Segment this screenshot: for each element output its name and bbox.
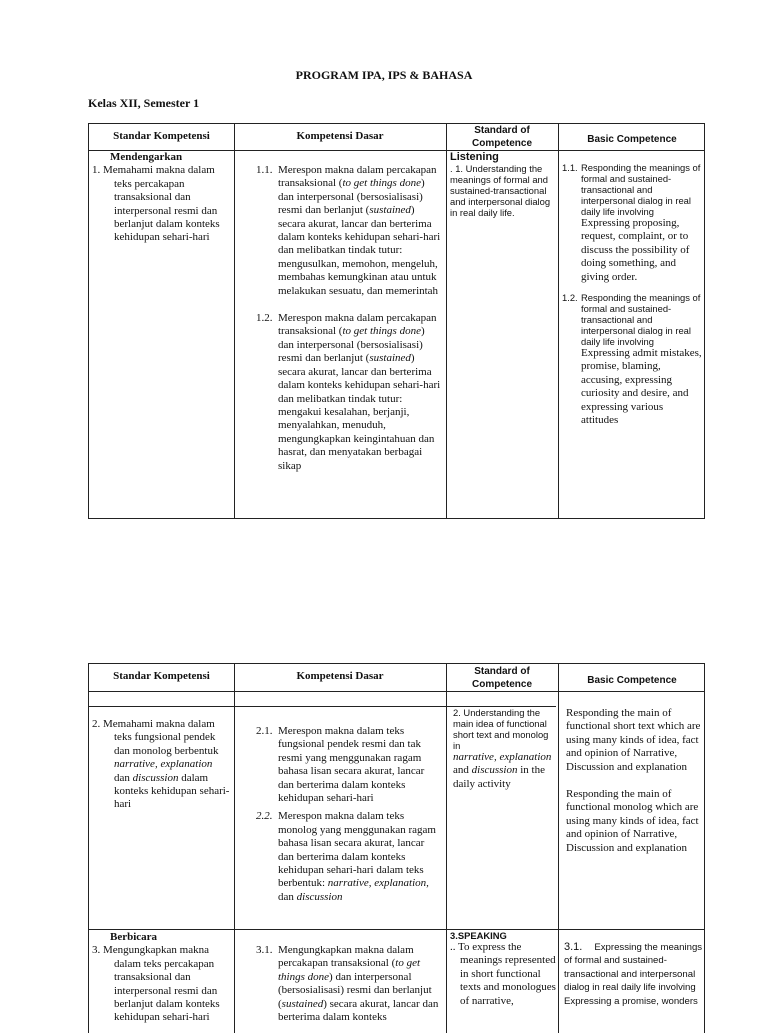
kd-item-1-2-number: 1.2.	[256, 312, 273, 325]
sk-heading-berbicara: Berbicara	[110, 931, 158, 943]
bc-2-text-a: Responding the main of functional short text which are using many kinds of idea, fact and opinion of Narrative, Discussion and explanation	[566, 707, 701, 773]
class-semester-label: Kelas XII, Semester 1	[88, 96, 200, 110]
bc-1-1-serif-text: Expressing proposing, request, complaint, or to discuss the possibility of doing something, and giving order.	[581, 217, 690, 283]
soc-2-italic-a: narrative, explanation	[453, 751, 552, 763]
kd-2-2-italic-b: discussion	[296, 890, 343, 903]
bc-item-3-1	[564, 941, 703, 1008]
kd-3-1-italic-a: to get things done	[278, 957, 421, 983]
bc-1-1-sans-text: Responding the meanings of formal and sustained-transactional and interpersonal dialog in real daily life involving	[581, 162, 701, 217]
kd-3-1-text-b: ) dan interpersonal (bersosialisasi) resmi dan berlanjut (	[278, 970, 432, 1010]
bc-3-1-text: Expressing the meanings of formal and sustained-transactional and interpersonal dialog in real daily life involving Expressing a promise, wonders	[564, 942, 703, 1007]
bc-item-3-1-number: 3.1.	[564, 941, 583, 953]
sk-2-italic-b: discussion	[132, 771, 179, 784]
sk-2-text-a: 2. Memahami makna dalam teks fungsional pendek dan monolog berbentuk	[92, 718, 219, 757]
kd-1-2-text-b: ) dan interpersonal (bersosialisasi) resmi dan berlanjut (	[278, 325, 425, 365]
kd-1-2-text-a: Merespon makna dalam percakapan transaksional (	[278, 312, 437, 338]
kd-1-1-text-b: ) dan interpersonal (bersosialisasi) resmi dan berlanjut (	[278, 177, 425, 217]
bc-column-2	[566, 707, 703, 855]
kd-column	[256, 164, 442, 473]
soc-column-2	[453, 707, 557, 791]
bc-column	[562, 162, 703, 427]
kd-2-1-text: Merespon makna dalam teks fungsional pendek resmi dan tak resmi yang menggunakan ragam bahasa lisan secara akurat, lancar dan berterima dalam konteks kehidupan sehari-hari	[278, 725, 425, 805]
kd-item-3-1-number: 3.1.	[256, 944, 273, 956]
kd-1-2-text-c: ) secara akurat, lancar dan berterima dalam konteks kehidupan sehari-hari dan melibatkan tindak tutur: mengakui kesalahan, berjanji, menyalahkan, menuduh, mengungkapkan keingintahuan dan hasrat, dan menyatakan berbagai sikap	[278, 352, 441, 472]
kd-1-1-italic-b: sustained	[369, 204, 411, 217]
kd-item-3-1	[256, 944, 442, 1024]
kd-1-1-italic-a: to get things done	[342, 177, 421, 190]
header-standar-kompetensi: Standar Kompetensi	[113, 130, 210, 142]
bc-item-1-1-number: 1.1.	[562, 162, 578, 173]
bc-item-1-2	[562, 292, 703, 427]
kd-item-2-1	[256, 725, 442, 805]
soc-heading-speaking: 3.SPEAKING	[450, 930, 507, 941]
soc-2-italic-b: discussion	[471, 764, 518, 777]
bc-1-2-serif-text: Expressing admit mistakes, promise, blaming, accusing, expressing curiosity and desire, and expressing various attitudes	[581, 347, 702, 427]
competence-table-2	[88, 663, 705, 1033]
kd-1-2-italic-b: sustained	[369, 352, 411, 365]
sk-item-1: 1. Memahami makna dalam teks percakapan transaksional dan interpersonal resmi dan berlanjut dalam konteks kehidupan sehari-hari	[92, 164, 220, 244]
header-standard-of-competence-2: Standard of Competence	[471, 666, 532, 690]
soc-3-text: .. To express the meanings represented in short functional texts and monologues of narrative,	[450, 941, 556, 1007]
sk-column	[92, 151, 230, 245]
header-kompetensi-dasar-2: Kompetensi Dasar	[296, 670, 384, 682]
bc-item-1-2-number: 1.2.	[562, 292, 578, 304]
kd-column-2	[256, 725, 442, 904]
kd-1-2-italic-a: to get things done	[342, 325, 421, 338]
kd-1-1-text-a: Merespon makna dalam percakapan transaksional (	[278, 164, 437, 190]
soc-2-text-b: and	[453, 764, 472, 777]
sk-item-3: 3. Mengungkapkan makna dalam teks percakapan transaksional dan interpersonal resmi dan berlanjut dalam konteks kehidupan sehari-hari	[92, 944, 220, 1024]
kd-3-1-text-c: ) secara akurat, lancar dan berterima dalam konteks	[278, 997, 439, 1024]
sk-heading-mendengarkan: Mendengarkan	[110, 151, 183, 163]
kd-1-1-text-c: ) secara akurat, lancar dan berterima dalam konteks kehidupan sehari-hari dan melibatkan tindak tutur: mengusulkan, memohon, mengeluh, membahas kemungkinan atau untuk melakukan sesuatu, dan memerintah	[278, 204, 441, 297]
sk-2-text-c: dalam konteks kehidupan sehari-hari	[114, 771, 230, 811]
kd-item-1-1-number: 1.1.	[256, 164, 273, 176]
kd-item-1-2	[256, 312, 442, 473]
soc-2-text-c: in the daily activity	[453, 764, 545, 790]
page-title: PROGRAM IPA, IPS & BAHASA	[295, 68, 473, 82]
kd-3-1-italic-b: sustained	[281, 997, 324, 1010]
bc-item-1-1	[562, 162, 703, 284]
header-basic-competence: Basic Competence	[587, 134, 677, 145]
soc-2-sans-text: 2. Understanding the main idea of functional short text and monolog in	[453, 707, 549, 751]
bc-1-2-sans-text: Responding the meanings of formal and sustained-transactional and interpersonal dialog in real daily life involving	[581, 292, 701, 348]
soc-column-3	[450, 930, 556, 1008]
kd-item-2-1-number: 2.1.	[256, 725, 273, 737]
sk-column-3	[92, 931, 230, 1025]
kd-item-2-2	[256, 810, 442, 904]
header-kompetensi-dasar: Kompetensi Dasar	[296, 130, 384, 142]
kd-3-1-text-a: Mengungkapkan makna dalam percakapan transaksional (	[278, 944, 414, 970]
kd-2-2-italic-a: narrative, explanation,	[327, 877, 429, 890]
competence-table-1	[88, 123, 705, 519]
header-basic-competence-2: Basic Competence	[587, 675, 677, 686]
sk-item-2	[92, 718, 230, 812]
kd-2-2-text-b: dan	[278, 890, 297, 903]
header-standard-of-competence: Standard of Competence	[471, 125, 532, 149]
kd-item-2-2-number: 2.2.	[256, 810, 273, 823]
kd-item-1-1	[256, 164, 442, 298]
header-standar-kompetensi-2: Standar Kompetensi	[113, 670, 210, 682]
bc-2-text-b: Responding the main of functional monolog which are using many kinds of idea, fact and opinion of Narrative, Discussion and explanation	[566, 788, 699, 854]
soc-column	[450, 151, 556, 218]
sk-2-italic-a: narrative, explanation	[114, 758, 213, 771]
sk-2-text-b: dan	[114, 771, 133, 784]
soc-text-1: . 1. Understanding the meanings of formal and sustained-transactional and interpersonal dialog in real daily life.	[450, 163, 551, 218]
kd-2-2-text-a: Merespon makna dalam teks monolog yang menggunakan ragam bahasa lisan secara akurat, lancar dan berterima dalam konteks kehidupan sehari-hari dalam teks berbentuk:	[278, 810, 436, 890]
soc-heading-listening: Listening	[450, 151, 499, 163]
